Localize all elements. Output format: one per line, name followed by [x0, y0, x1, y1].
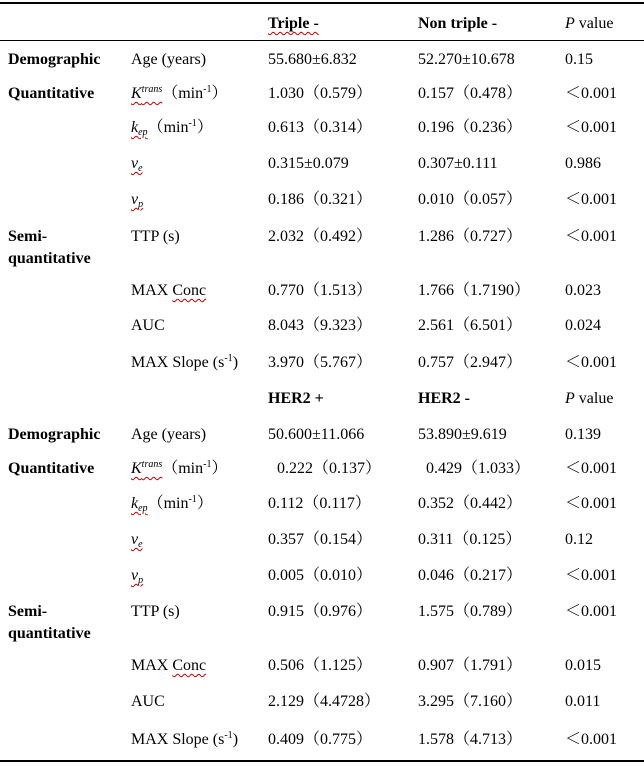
value-cell: 0.315±0.079 [268, 155, 349, 172]
value-cell: 0.005（0.010） [268, 567, 373, 584]
p-value-cell: ＜0.001 [565, 731, 618, 748]
p-value-cell: 0.986 [565, 155, 601, 172]
param-label: $K^{trans}(\min^{-1})$ [131, 459, 228, 477]
param-label: MAX Conc [131, 657, 207, 674]
param-label: TTP (s) [131, 228, 180, 245]
value-cell: 0.046（0.217） [418, 567, 523, 584]
value-cell: 52.270±10.678 [418, 51, 515, 68]
param-label: Age (years) [131, 51, 207, 68]
param-label: TTP (s) [131, 603, 180, 620]
value-cell: 0.186（0.321） [268, 191, 373, 208]
value-cell: 0.112（0.117） [268, 495, 371, 512]
param-label: $v_e$ [131, 155, 143, 174]
param-label: $v_e$ [131, 531, 143, 550]
table-bottom-rule [0, 760, 644, 762]
value-cell: 2.561（6.501） [418, 317, 523, 334]
p-value-cell: 0.011 [565, 693, 601, 710]
param-label: AUC [131, 693, 165, 710]
value-cell: 0.352（0.442） [418, 495, 523, 512]
value-cell: 3.970（5.767） [268, 354, 373, 371]
value-cell: 0.010（0.057） [418, 191, 523, 208]
header-p-value: P value [565, 390, 614, 407]
p-value-cell: ＜0.001 [565, 191, 618, 208]
value-cell: 0.157（0.478） [418, 85, 523, 102]
value-cell: 1.030（0.579） [268, 85, 373, 102]
param-label: MAX Conc [131, 282, 207, 299]
p-value-cell: 0.023 [565, 282, 601, 299]
p-value-cell: ＜0.001 [565, 354, 618, 371]
param-label: $K^{trans}(\min^{-1})$ [131, 84, 228, 102]
group-label: Semi-quantitative [8, 228, 91, 267]
param-label: $v_p$ [131, 191, 144, 210]
p-value-cell: ＜0.001 [565, 567, 618, 584]
p-value-cell: ＜0.001 [565, 85, 618, 102]
param-label: $k_{ep}(\min^{-1})$ [131, 118, 213, 138]
value-cell: 0.506（1.125） [268, 657, 373, 674]
value-cell: 0.222（0.137） [277, 460, 382, 477]
header-non-triple-neg: Non triple - [418, 15, 498, 32]
value-cell: 0.357（0.154） [268, 531, 373, 548]
p-value-cell: ＜0.001 [565, 495, 618, 512]
header-her2-neg: HER2 - [418, 390, 470, 407]
param-label: MAX Slope $(s^{-1})$ [131, 353, 239, 371]
value-cell: 0.429（1.033） [426, 460, 531, 477]
value-cell: 53.890±9.619 [418, 426, 507, 443]
group-label: Demographic [8, 51, 101, 68]
value-cell: 0.196（0.236） [418, 119, 523, 136]
value-cell: 0.613（0.314） [268, 119, 373, 136]
value-cell: 0.307±0.111 [418, 155, 498, 172]
group-label: Semi-quantitative [8, 603, 91, 642]
p-value-cell: ＜0.001 [565, 228, 618, 245]
group-label: Demographic [8, 426, 101, 443]
p-value-cell: 0.015 [565, 657, 601, 674]
header-her2-pos: HER2 + [268, 390, 324, 407]
group-label: Quantitative [8, 85, 95, 102]
value-cell: 1.575（0.789） [418, 603, 523, 620]
value-cell: 0.770（1.513） [268, 282, 373, 299]
value-cell: 0.915（0.976） [268, 603, 373, 620]
p-value-cell: 0.024 [565, 317, 601, 334]
p-value-cell: 0.139 [565, 426, 601, 443]
value-cell: 0.757（2.947） [418, 354, 523, 371]
param-label: AUC [131, 317, 165, 334]
param-label: $k_{ep}(\min^{-1})$ [131, 494, 213, 514]
param-label: Age (years) [131, 426, 207, 443]
header-triple-neg: Triple - [268, 15, 319, 32]
p-value-cell: ＜0.001 [565, 119, 618, 136]
value-cell: 50.600±11.066 [268, 426, 365, 443]
value-cell: 0.409（0.775） [268, 731, 373, 748]
value-cell: 8.043（9.323） [268, 317, 373, 334]
value-cell: 55.680±6.832 [268, 51, 357, 68]
value-cell: 2.129（4.4728） [268, 693, 381, 710]
value-cell: 1.286（0.727） [418, 228, 523, 245]
table-header-rule [0, 40, 644, 41]
value-cell: 0.311（0.125） [418, 531, 522, 548]
value-cell: 1.766（1.7190） [418, 282, 531, 299]
p-value-cell: ＜0.001 [565, 603, 618, 620]
p-value-cell: 0.12 [565, 531, 593, 548]
value-cell: 3.295（7.160） [418, 693, 523, 710]
value-cell: 0.907（1.791） [418, 657, 523, 674]
header-p-value: P value [565, 15, 614, 32]
group-label: Quantitative [8, 460, 95, 477]
value-cell: 2.032（0.492） [268, 228, 373, 245]
value-cell: 1.578（4.713） [418, 731, 523, 748]
param-label: $v_p$ [131, 567, 144, 586]
p-value-cell: 0.15 [565, 51, 593, 68]
param-label: MAX Slope $(s^{-1})$ [131, 730, 239, 748]
p-value-cell: ＜0.001 [565, 460, 618, 477]
table-top-rule [0, 2, 644, 4]
